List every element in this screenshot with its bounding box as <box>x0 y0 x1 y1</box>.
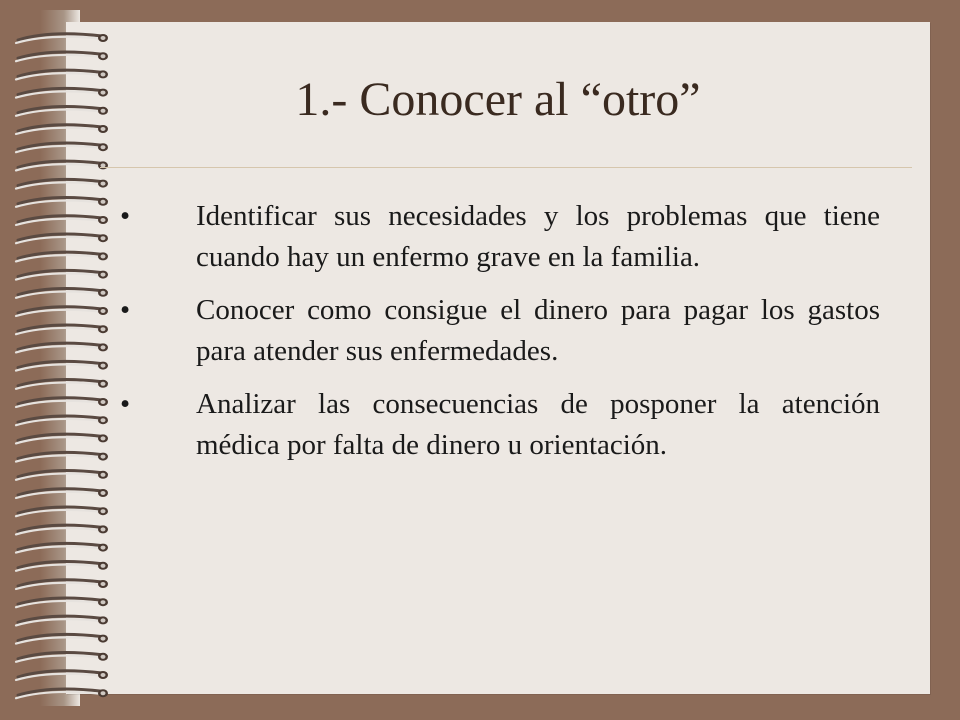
spiral-ring <box>16 452 108 461</box>
bullet-text: Analizar las consecuencias de posponer la atención médica por falta de dinero u orientación. <box>196 388 880 461</box>
spiral-ring <box>16 507 108 516</box>
spiral-ring <box>16 653 108 662</box>
spiral-ring <box>16 143 108 152</box>
spiral-ring <box>16 562 108 571</box>
spiral-ring <box>16 34 108 43</box>
bullet-item <box>120 384 880 466</box>
spiral-ring <box>16 689 108 698</box>
spiral-ring <box>16 434 108 443</box>
spiral-ring <box>16 634 108 643</box>
bullet-marker: • <box>120 200 131 232</box>
spiral-ring <box>16 343 108 352</box>
spiral-ring <box>16 198 108 207</box>
spiral-ring <box>16 234 108 243</box>
spiral-ring <box>16 252 108 261</box>
spiral-ring <box>16 361 108 370</box>
spiral-ring <box>16 161 108 170</box>
bullet-text: Identificar sus necesidades y los problemas que tiene cuando hay un enfermo grave en la familia. <box>196 200 880 273</box>
spiral-ring <box>16 616 108 625</box>
bullet-item <box>120 290 880 372</box>
spiral-ring <box>16 543 108 552</box>
spiral-ring <box>16 52 108 61</box>
slide-title: 1.- Conocer al “otro” <box>295 73 701 126</box>
spiral-ring <box>16 525 108 534</box>
spiral-ring <box>16 416 108 425</box>
bullet-list <box>120 196 880 478</box>
bullet-marker: • <box>120 294 131 326</box>
spiral-ring <box>16 598 108 607</box>
spiral-ring <box>16 216 108 225</box>
bullet-text: Conocer como consigue el dinero para pagar los gastos para atender sus enfermedades. <box>196 294 880 367</box>
title-divider <box>100 167 912 168</box>
bullet-marker: • <box>120 388 131 420</box>
spiral-ring <box>16 380 108 389</box>
spiral-ring <box>16 270 108 279</box>
spiral-ring <box>16 289 108 298</box>
spiral-ring <box>16 179 108 188</box>
spiral-ring <box>16 307 108 316</box>
spiral-ring <box>16 471 108 480</box>
spiral-ring <box>16 325 108 334</box>
spiral-ring <box>16 580 108 589</box>
bullet-item <box>120 196 880 278</box>
spiral-ring <box>16 489 108 498</box>
spiral-ring <box>16 671 108 680</box>
spiral-ring <box>16 398 108 407</box>
